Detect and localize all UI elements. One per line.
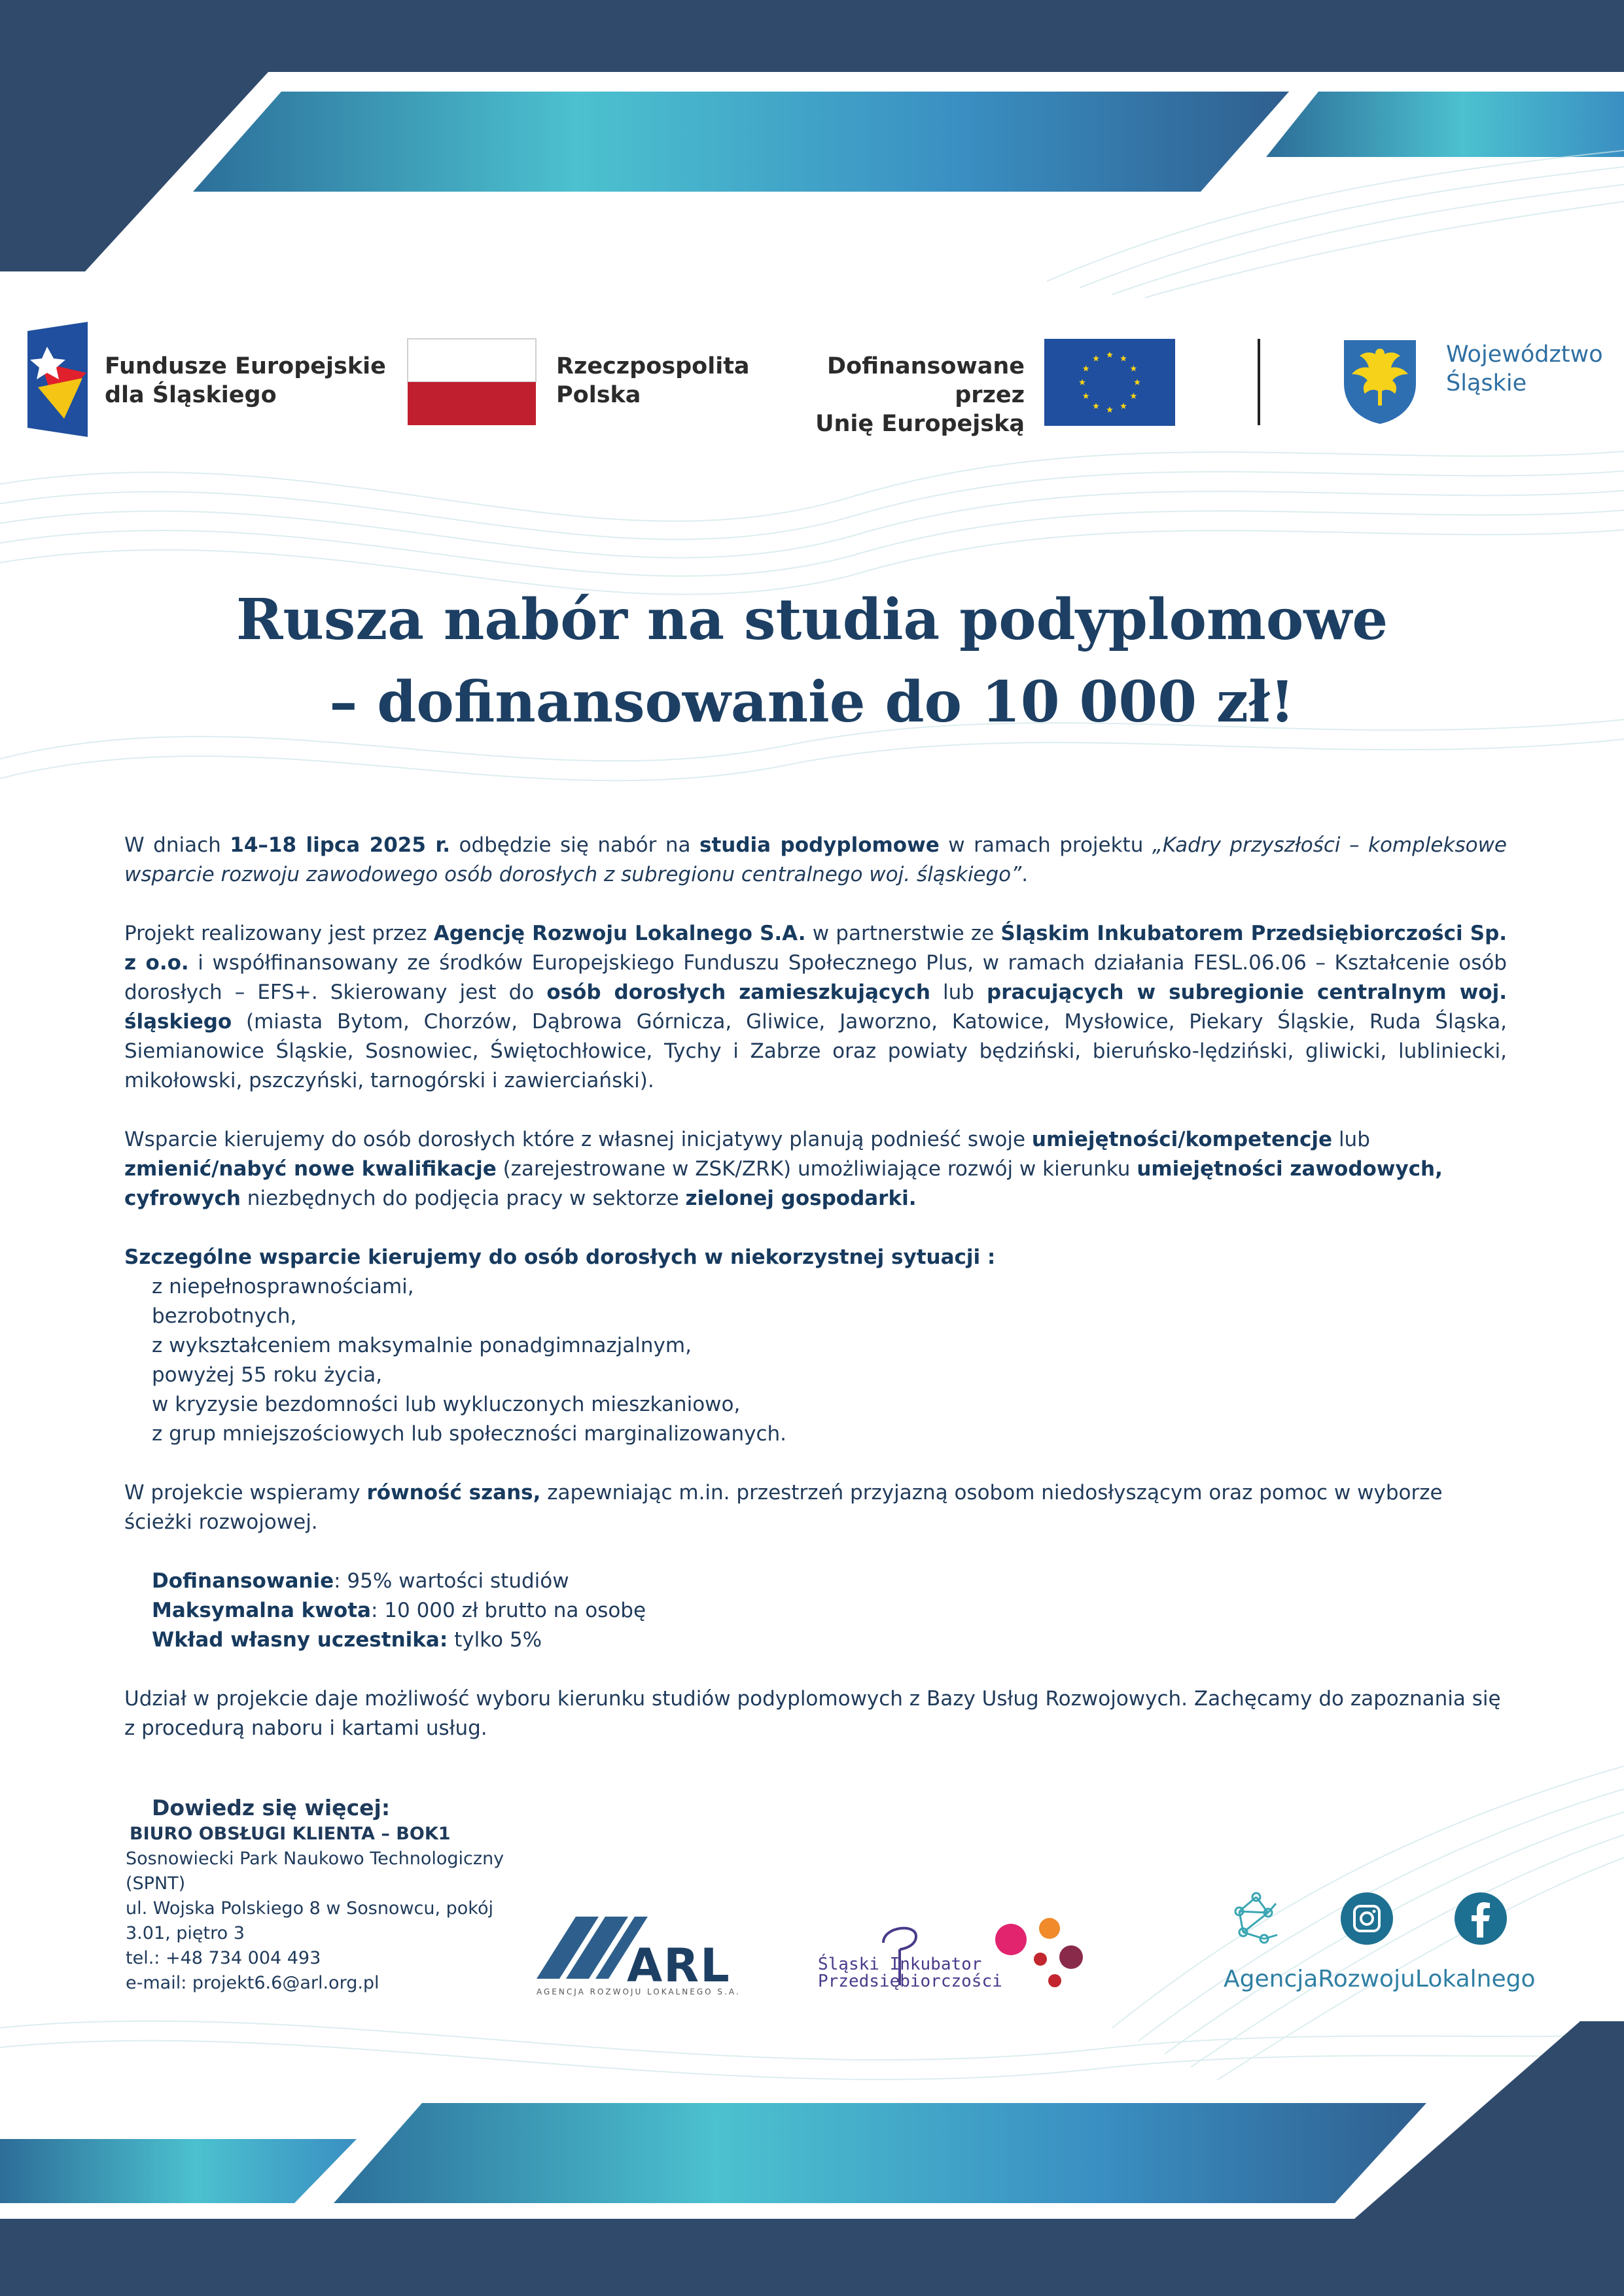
funding-rate <box>152 1567 1507 1596</box>
eu-flag-icon <box>1044 339 1175 426</box>
list-item: z niepełnosprawnościami, <box>152 1275 414 1298</box>
sip-logo-label <box>818 1956 1002 1990</box>
social-handle[interactable]: AgencjaRozwojuLokalnego <box>1224 1966 1536 1992</box>
funding-rate-value: : 95% wartości studiów <box>334 1569 569 1593</box>
main-content <box>124 831 1507 1743</box>
special-list <box>124 1272 1507 1449</box>
special-heading: Szczególne wsparcie kierujemy do osób dorosłych w niekorzystnej sytuacji : <box>124 1245 996 1269</box>
p2-workers: pracujących w subregionie centralnym woj. śląskiego <box>124 981 1508 1034</box>
list-item: z grup mniejszościowych lub społeczności marginalizowanych. <box>152 1422 787 1446</box>
p3-professional-skills: umiejętności zawodowych, cyfrowych <box>124 1157 1443 1210</box>
p2-text-2: w partnerstwie ze <box>805 922 1001 945</box>
page-title <box>92 579 1532 744</box>
sip-logo <box>818 1917 1093 2002</box>
fe-logo-label <box>105 352 386 409</box>
p3-text-2: lub <box>1332 1128 1370 1151</box>
funding-max-label: Maksymalna kwota <box>152 1599 371 1622</box>
funding-rate-label: Dofinansowanie <box>152 1569 334 1593</box>
p2-text-5: (miasta Bytom, Chorzów, Dąbrowa Górnicza, Gliwice, Jaworzno, Katowice, Mysłowice, Piekary Śląskie, Ruda Śląska, Siemianowice Śląskie, Sosnowiec, Świętochłowice, Tychy i Zabrze oraz powiaty będziński, bieruńsko-lędziński, gliwicki, lubliniecki, mikołowski, pszczyński, tarnogórski i zawierciański). <box>124 1010 1507 1092</box>
arl-logo-subtitle: AGENCJA ROZWOJU LOKALNEGO S.A. <box>537 1987 741 1996</box>
bottom-teal-bar-right <box>334 2103 1426 2203</box>
fe-line1: Fundusze Europejskie <box>105 353 386 379</box>
paragraph-project <box>124 919 1507 1096</box>
arl-logo-name: ARL <box>627 1939 731 1992</box>
p2-text-4: lub <box>930 981 987 1004</box>
eu-logo-label <box>779 352 1025 438</box>
p4-text-2: zapewniając m.in. przestrzeń przyjazną osobom niedosłyszącym oraz pomoc w wyborze ścieżki rozwojowej. <box>124 1481 1443 1534</box>
contact-line: (SPNT) <box>126 1873 186 1894</box>
paragraph-closing: Udział w projekcie daje możliwość wyboru kierunku studiów podyplomowych z Bazy Usług Rozwojowych. Zachęcamy do zapoznania się z procedurą naboru i kartami usług. <box>124 1687 1501 1740</box>
title-line2: – dofinansowanie do 10 000 zł! <box>329 669 1295 735</box>
paragraph-support <box>124 1125 1507 1213</box>
silesia-crest-icon <box>1341 338 1419 425</box>
fe-line2: dla Śląskiego <box>105 382 277 408</box>
funding-own-label: Wkład własny uczestnika: <box>152 1628 448 1652</box>
p1-text-2: odbędzie się nabór na <box>450 833 699 857</box>
instagram-icon[interactable] <box>1340 1892 1394 1945</box>
p2-sip: Śląskim Inkubatorem Przedsiębiorczości Sp. z o.o. <box>124 922 1508 975</box>
rp-logo-label <box>556 352 750 409</box>
funding-own-value: tylko 5% <box>448 1628 542 1652</box>
p3-green-economy: zielonej gospodarki. <box>685 1187 917 1210</box>
p1-text-1: W dniach <box>124 833 230 857</box>
contact-office: BIURO OBSŁUGI KLIENTA – BOK1 <box>130 1824 451 1844</box>
top-teal-bar-left <box>193 92 1289 192</box>
contact-phone[interactable]: tel.: +48 734 004 493 <box>126 1948 321 1968</box>
title-line1: Rusza nabór na studia podyplomowe <box>236 587 1388 653</box>
arl-logo <box>537 1917 752 2002</box>
rp-line2: Polska <box>556 382 641 408</box>
list-item: w kryzysie bezdomności lub wykluczonych mieszkaniowo, <box>152 1393 741 1416</box>
contact-email[interactable]: e-mail: projekt6.6@arl.org.pl <box>126 1973 380 1993</box>
sip-line1: Śląski Inkubator <box>818 1955 982 1974</box>
funding-max-value: : 10 000 zł brutto na osobę <box>370 1599 646 1622</box>
p4-text-1: W projekcie wspieramy <box>124 1481 367 1505</box>
contact-block <box>126 1794 518 1996</box>
sip-line2: Przedsiębiorczości <box>818 1972 1002 1991</box>
p2-residents: osób dorosłych zamieszkujących <box>546 981 930 1004</box>
contact-line: ul. Wojska Polskiego 8 w Sosnowcu, pokój <box>126 1898 494 1919</box>
p4-equal-chances: równość szans, <box>366 1481 541 1505</box>
p1-text-4: . <box>1021 863 1029 886</box>
contact-heading: Dowiedz się więcej: <box>152 1795 391 1820</box>
contact-line: Sosnowiecki Park Naukowo Technologiczny <box>126 1849 504 1869</box>
polish-flag-icon <box>407 338 537 426</box>
p3-skills: umiejętności/kompetencje <box>1031 1128 1333 1151</box>
woj-line1: Województwo <box>1446 341 1603 368</box>
funding-own <box>152 1626 1507 1655</box>
p3-text-4: niezbędnych do podjęcia pracy w sektorze <box>240 1187 686 1210</box>
facebook-icon[interactable] <box>1454 1892 1508 1945</box>
eu-line2: Unię Europejską <box>815 411 1025 437</box>
p1-text-3: w ramach projektu <box>939 833 1152 857</box>
p2-arl: Agencję Rozwoju Lokalnego S.A. <box>433 922 806 945</box>
funding-max <box>152 1596 1507 1626</box>
paragraph-intro <box>124 831 1507 890</box>
p3-text-1: Wsparcie kierujemy do osób dorosłych które z własnej inicjatywy planują podnieść swoje <box>124 1128 1032 1151</box>
top-teal-bar-right <box>1266 92 1624 157</box>
rp-line1: Rzeczpospolita <box>556 353 750 379</box>
eu-line1: Dofinansowane przez <box>827 353 1025 408</box>
paragraph-equality <box>124 1478 1507 1537</box>
p1-studies: studia podyplomowe <box>699 833 940 857</box>
p3-text-3: (zarejestrowane w ZSK/ZRK) umożliwiające rozwój w kierunku <box>496 1157 1137 1181</box>
sip-dots-icon <box>995 1917 1093 1995</box>
fe-logo-icon <box>27 322 88 437</box>
contact-line: 3.01, piętro 3 <box>126 1923 245 1943</box>
p2-text-3: i współfinansowany ze środków Europejskiego Funduszu Społecznego Plus, w ramach działania FESL.06.06 – Kształcenie osób dorosłych – EFS+. Skierowany jest do <box>124 951 1507 1004</box>
list-item: bezrobotnych, <box>152 1304 297 1328</box>
network-icon[interactable] <box>1230 1890 1282 1946</box>
list-item: z wykształceniem maksymalnie ponadgimnazjalnym, <box>152 1334 692 1357</box>
funding-details <box>124 1567 1507 1655</box>
list-item: powyżej 55 roku życia, <box>152 1363 383 1387</box>
p1-project-name: „Kadry przyszłości – kompleksowe wsparcie rozwoju zawodowego osób dorosłych z subregionu centralnego woj. śląskiego” <box>124 833 1507 886</box>
woj-logo-label <box>1446 340 1603 398</box>
p1-date: 14–18 lipca 2025 r. <box>230 833 450 857</box>
p3-qualifications: zmienić/nabyć nowe kwalifikacje <box>124 1157 497 1181</box>
logo-divider <box>1258 339 1260 425</box>
woj-line2: Śląskie <box>1446 370 1527 396</box>
bottom-teal-bar-left <box>0 2139 357 2203</box>
p2-text-1: Projekt realizowany jest przez <box>124 922 434 945</box>
